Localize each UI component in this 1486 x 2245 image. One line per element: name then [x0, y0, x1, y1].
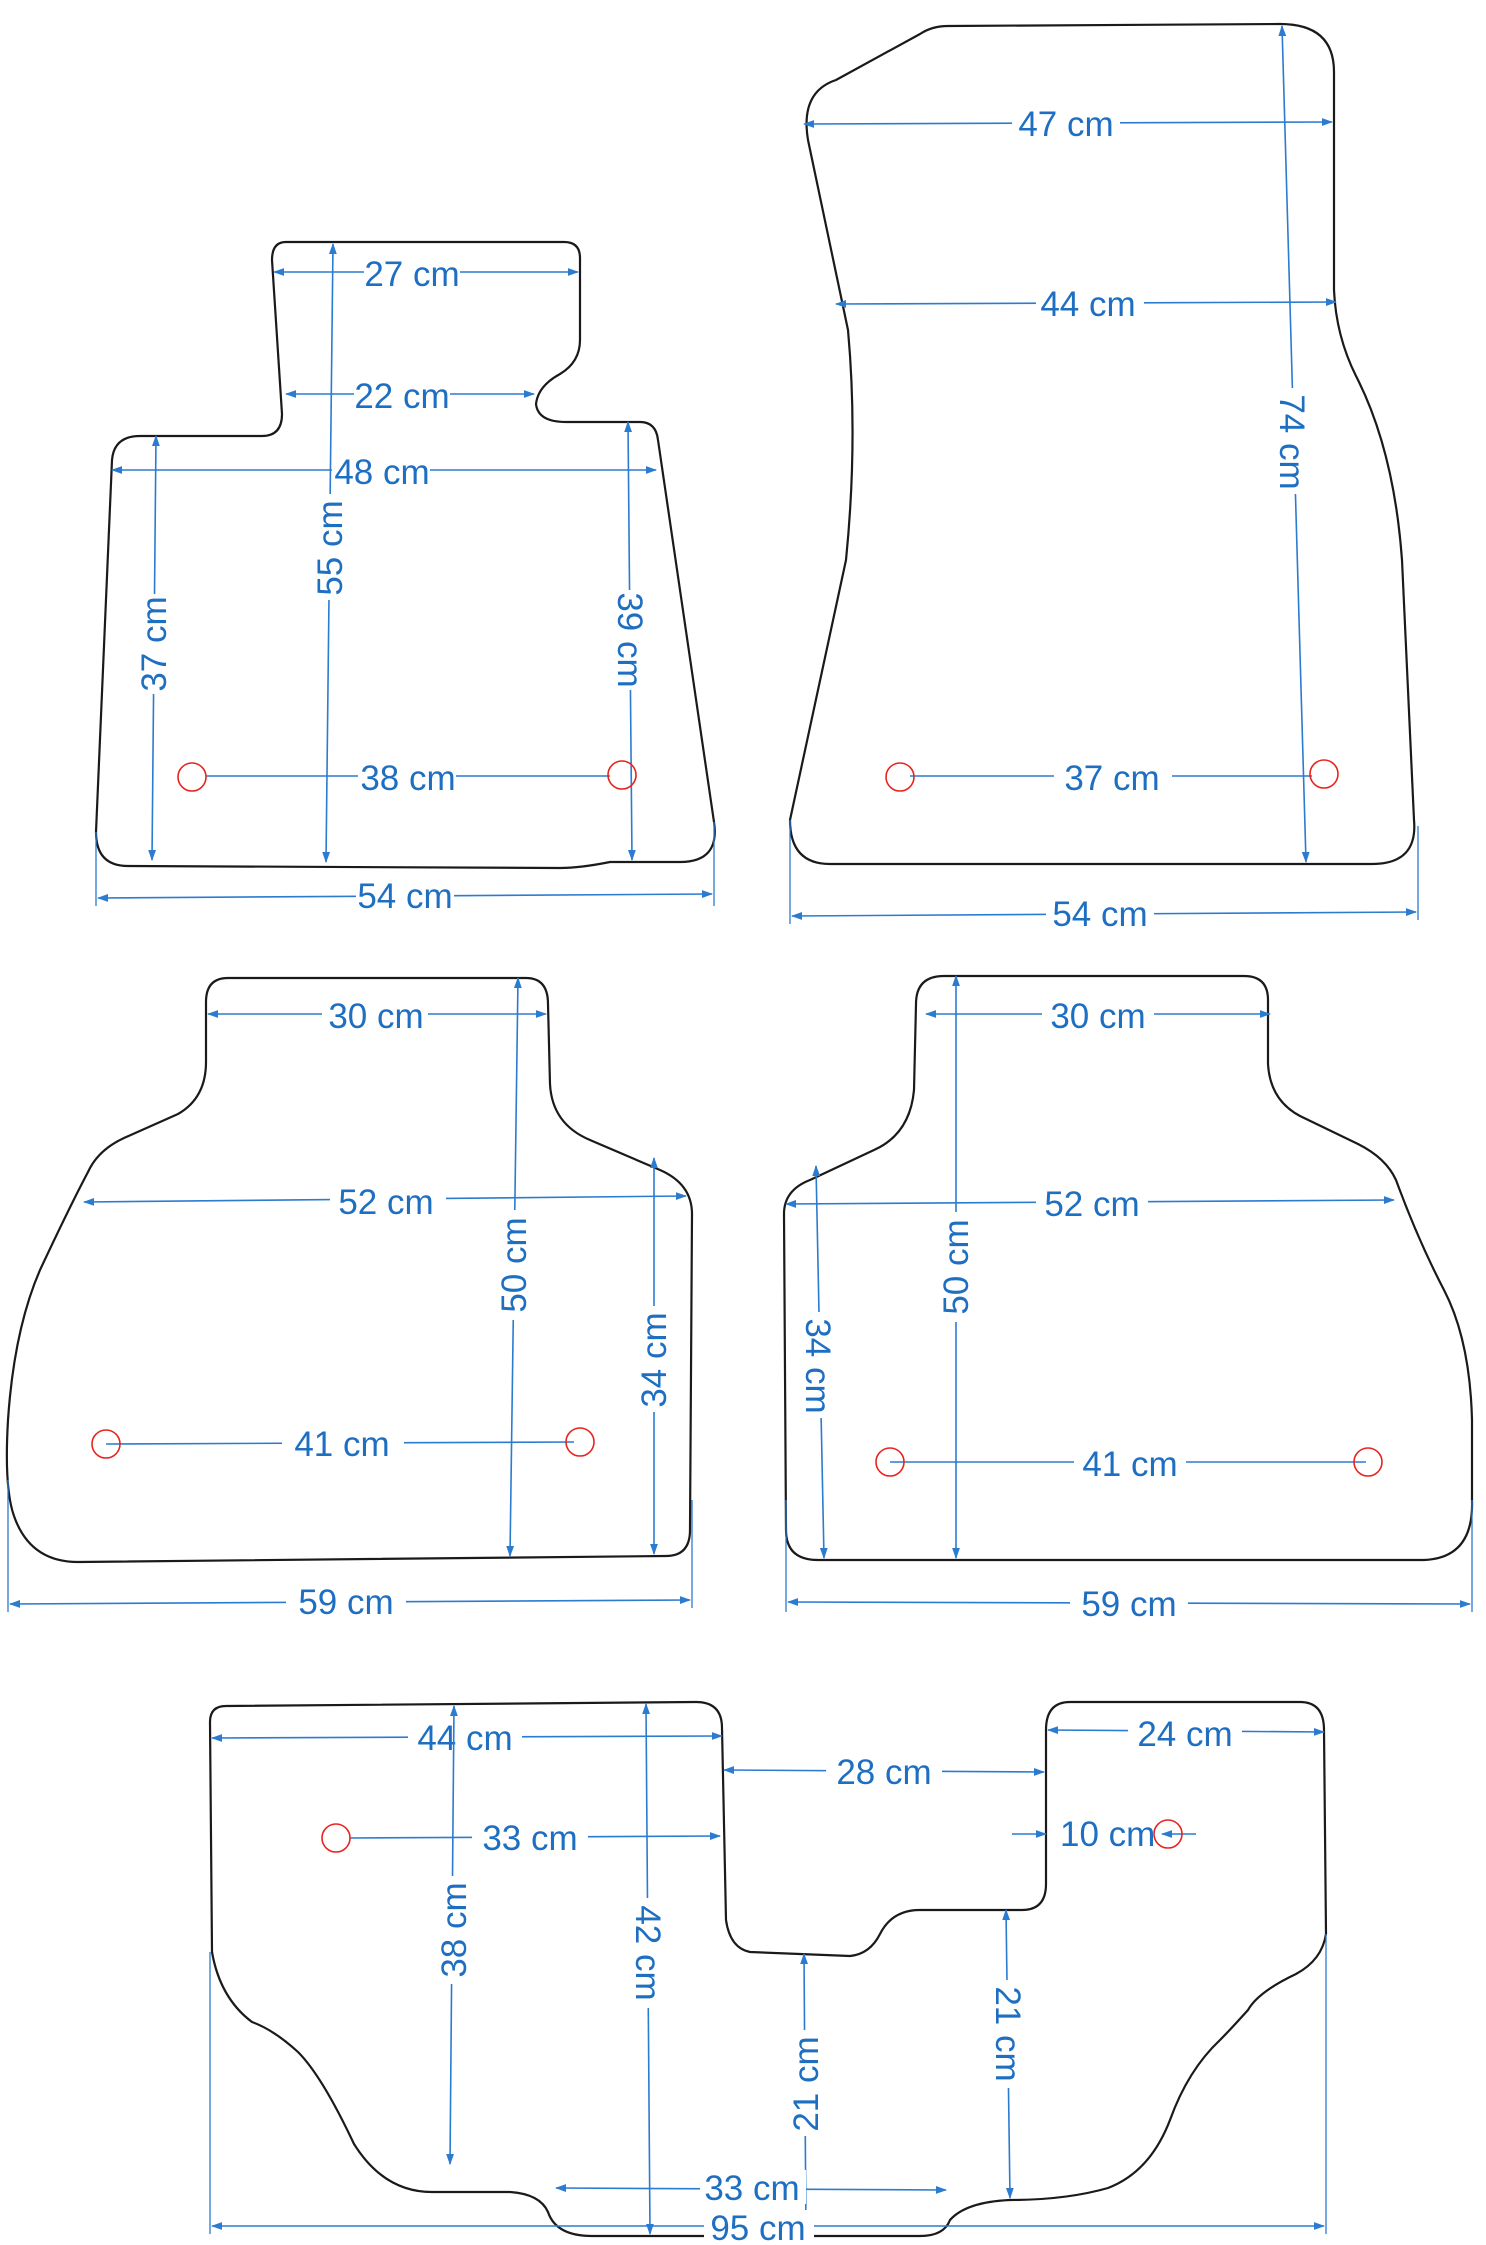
dimension-label: 50 cm [495, 1217, 534, 1313]
dimension-label: 54 cm [357, 877, 453, 916]
dimension-label: 54 cm [1052, 895, 1148, 934]
dimension-label: 41 cm [294, 1425, 390, 1464]
dimension-label: 74 cm [1272, 394, 1311, 490]
dimension-label: 21 cm [787, 2036, 826, 2132]
dimension-label: 59 cm [1081, 1585, 1177, 1624]
dimension-label: 42 cm [628, 1905, 667, 2001]
dimension-label: 44 cm [417, 1719, 513, 1758]
mat-rear-left [7, 978, 692, 1622]
dimension-label: 52 cm [1044, 1185, 1140, 1224]
dimension-label: 33 cm [704, 2169, 800, 2208]
dimension-label: 37 cm [135, 596, 174, 692]
dimension-label: 22 cm [354, 377, 450, 416]
dimension-label: 27 cm [364, 255, 460, 294]
dimension-label: 28 cm [836, 1753, 932, 1792]
dimension-label: 59 cm [298, 1583, 394, 1622]
dimension-label: 44 cm [1040, 285, 1136, 324]
mat-outline [210, 1702, 1326, 2236]
dimension-label: 30 cm [1050, 997, 1146, 1036]
dimension-label: 34 cm [635, 1312, 674, 1408]
dimension-label: 41 cm [1082, 1445, 1178, 1484]
mat-outline [790, 24, 1414, 864]
dimension-label: 10 cm [1060, 1815, 1156, 1854]
dimension-label: 30 cm [328, 997, 424, 1036]
dimension-label: 34 cm [798, 1318, 837, 1414]
dimension-label: 52 cm [338, 1183, 434, 1222]
mat-front-right [790, 24, 1418, 934]
dimension-label: 50 cm [937, 1219, 976, 1315]
mat-rear-right [784, 976, 1472, 1624]
dimension-label: 95 cm [710, 2209, 806, 2245]
dimension-label: 21 cm [988, 1986, 1027, 2082]
dimension-label: 24 cm [1137, 1715, 1233, 1754]
dimension-label: 48 cm [334, 453, 430, 492]
mat-outline [7, 978, 692, 1562]
mat-trunk [210, 1702, 1326, 2245]
mat-front-left [96, 242, 715, 916]
dimension-label: 55 cm [311, 500, 350, 596]
dimension-label: 37 cm [1064, 759, 1160, 798]
dimension-label: 39 cm [610, 592, 649, 688]
dimension-label: 38 cm [435, 1882, 474, 1978]
dimension-label: 33 cm [482, 1819, 578, 1858]
dimension-label: 38 cm [360, 759, 456, 798]
dimension-label: 47 cm [1018, 105, 1114, 144]
